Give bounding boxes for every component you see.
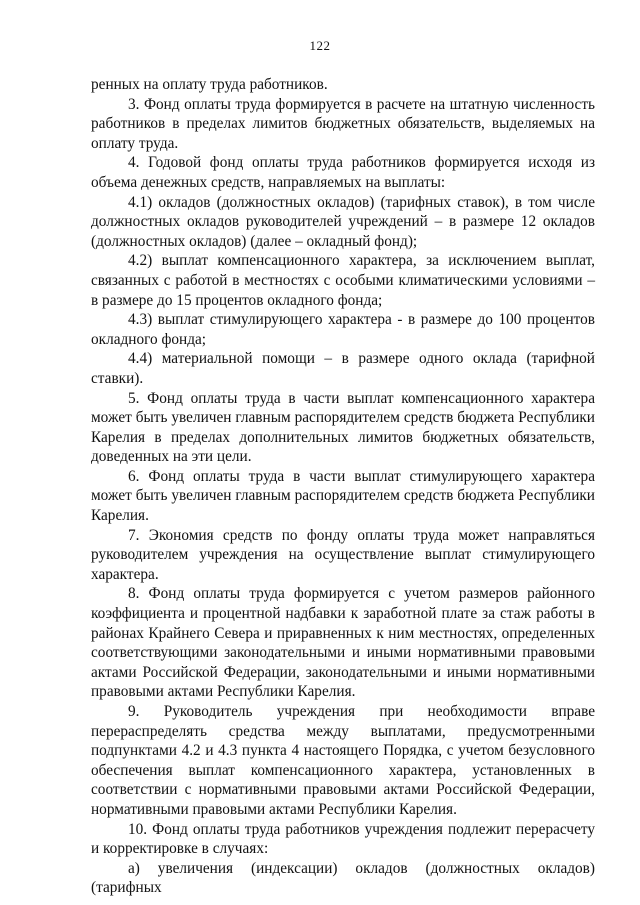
paragraph-item-8: 8. Фонд оплаты труда формируется с учетом размеров районного коэффициента и процентной надбавки к заработной плате за стаж работы в районах Крайнего Севера и приравненных к ним местностях, определенных соответствующими законодательными и иными нормативными правовыми актами Российской Федерации, законодательными и иными нормативными правовыми актами Республики Карелия. — [91, 585, 595, 701]
paragraph-continuation: ренных на оплату труда работников. — [91, 76, 328, 93]
page-number: 122 — [309, 38, 331, 53]
paragraph-item-4-3: 4.3) выплат стимулирующего характера - в размере до 100 процентов окладного фонда; — [91, 311, 595, 348]
paragraph-item-9: 9. Руководитель учреждения при необходимости вправе перераспределять средства между выплатами, предусмотренными подпунктами 4.2 и 4.3 пункта 4 настоящего Порядка, с учетом безусловного обеспечения выплат компенсационного характера, установленных в соответствии с нормативными правовыми актами Российской Федерации, нормативными правовыми актами Республики Карелия. — [91, 703, 595, 818]
paragraph-item-4: 4. Годовой фонд оплаты труда работников формируется исходя из объема денежных средств, направляемых на выплаты: — [91, 154, 595, 191]
paragraph-item-10-a: а) увеличения (индексации) окладов (должностных окладов) (тарифных — [91, 859, 595, 897]
paragraph-item-4-1: 4.1) окладов (должностных окладов) (тарифных ставок), в том числе должностных окладов руководителей учреждений – в размере 12 окладов (должностных окладов) (далее – окладный фонд); — [91, 193, 595, 250]
paragraph-item-7: 7. Экономия средств по фонду оплаты труда может направляться руководителем учреждения на осуществление выплат стимулирующего характера. — [91, 526, 595, 583]
paragraph-item-10: 10. Фонд оплаты труда работников учреждения подлежит перерасчету и корректировке в случаях: — [91, 820, 595, 858]
document-body — [91, 75, 595, 898]
paragraph-item-6: 6. Фонд оплаты труда в части выплат стимулирующего характера может быть увеличен главным распорядителем средств бюджета Республики Карелия. — [91, 467, 595, 525]
paragraph-item-4-2: 4.2) выплат компенсационного характера, за исключением выплат, связанных с работой в местностях с особыми климатическими условиями – в размере до 15 процентов окладного фонда; — [91, 252, 595, 309]
paragraph-item-5: 5. Фонд оплаты труда в части выплат компенсационного характера может быть увеличен главным распорядителем средств бюджета Республики Карелия в пределах дополнительных лимитов бюджетных обязательств, доведенных на эти цели. — [91, 389, 595, 466]
paragraph-item-4-4: 4.4) материальной помощи – в размере одного оклада (тарифной ставки). — [91, 350, 595, 387]
paragraph-item-3: 3. Фонд оплаты труда формируется в расчете на штатную численность работников в пределах лимитов бюджетных обязательств, выделяемых на оплату труда. — [91, 95, 595, 152]
